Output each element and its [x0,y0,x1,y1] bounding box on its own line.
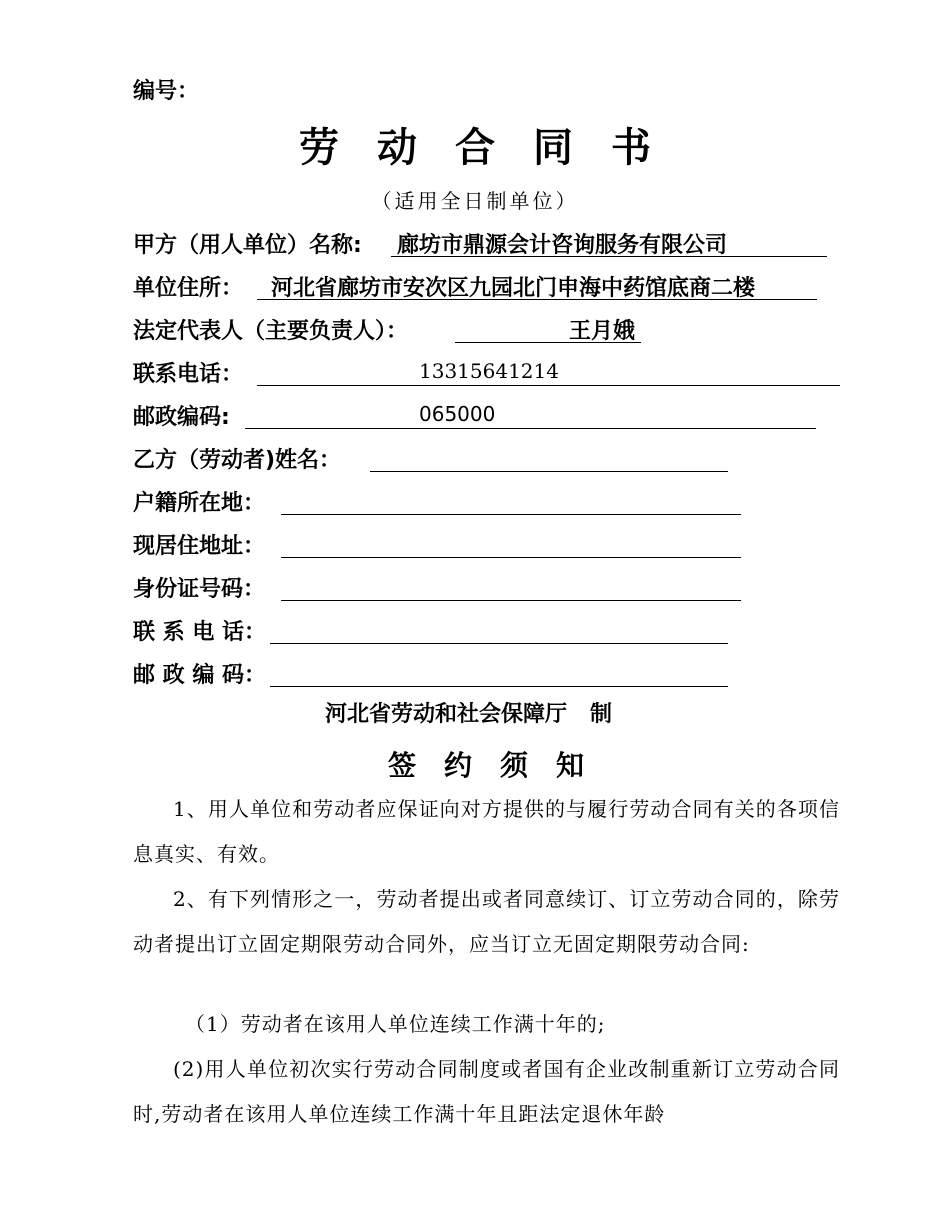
employer-postcode-line[interactable] [245,400,816,429]
employee-postcode-line[interactable] [270,658,728,687]
document-subtitle: （适用全日制单位） [371,189,579,213]
employee-hukou-label: 户籍所在地： [133,491,266,516]
employee-phone-row [133,615,733,649]
employee-name-row [133,443,733,477]
document-number-label: 编号： [133,79,200,104]
employer-name-value: 廊坊市鼎源会计咨询服务有限公司 [397,233,728,258]
document-title: 劳动合同书 [299,125,689,171]
employee-hukou-row [133,486,743,520]
employer-name-row [133,228,833,262]
representative-value: 王月娥 [569,319,636,344]
employer-postcode-row [133,400,823,434]
notice-item-1: （1）劳动者在该用人单位连续工作满十年的; [185,1012,606,1036]
employee-id-row [133,572,743,606]
employee-postcode-row [133,658,733,692]
employee-name-label: 乙方（劳动者)姓名： [133,448,342,473]
notice-item-2: (2)用人单位初次实行劳动合同制度或者国有企业改制重新订立劳动合同时,劳动者在该用人单位连续工作满十年且距法定退休年龄 [133,1057,840,1126]
employer-postcode-value: 065000 [419,402,496,426]
employer-name-label: 甲方（用人单位）名称: [133,233,362,258]
employer-phone-value: 13315641214 [419,359,559,383]
employee-id-label: 身份证号码： [133,577,266,602]
employee-postcode-label: 邮 政 编 码： [133,663,266,688]
employee-id-line[interactable] [281,572,741,601]
employee-name-line[interactable] [370,443,728,472]
notice-paragraph-2: 2、有下列情形之一，劳动者提出或者同意续订、订立劳动合同的，除劳动者提出订立固定期限劳动合同外，应当订立无固定期限劳动合同: [133,887,840,956]
notice-paragraph-1: 1、用人单位和劳动者应保证向对方提供的与履行劳动合同有关的各项信息真实、有效。 [133,797,840,866]
employer-phone-label: 联系电话： [133,362,244,387]
employer-address-value: 河北省廊坊市安次区九园北门申海中药馆底商二楼 [271,276,756,301]
representative-row [133,314,653,348]
notice-title: 签约须知 [388,749,613,782]
employee-residence-line[interactable] [281,529,741,558]
employee-residence-row [133,529,743,563]
representative-label: 法定代表人（主要负责人）： [133,319,409,344]
employer-address-label: 单位住所： [133,276,244,301]
issuer-line: 河北省劳动和社会保障厅 制 [325,702,612,727]
employee-residence-label: 现居住地址： [133,534,266,559]
employer-phone-row [133,357,843,391]
employer-postcode-label: 邮政编码: [133,405,230,430]
employer-address-row [133,271,823,305]
employee-hukou-line[interactable] [281,486,741,515]
employee-phone-line[interactable] [270,615,728,644]
employee-phone-label: 联 系 电 话： [133,620,266,645]
